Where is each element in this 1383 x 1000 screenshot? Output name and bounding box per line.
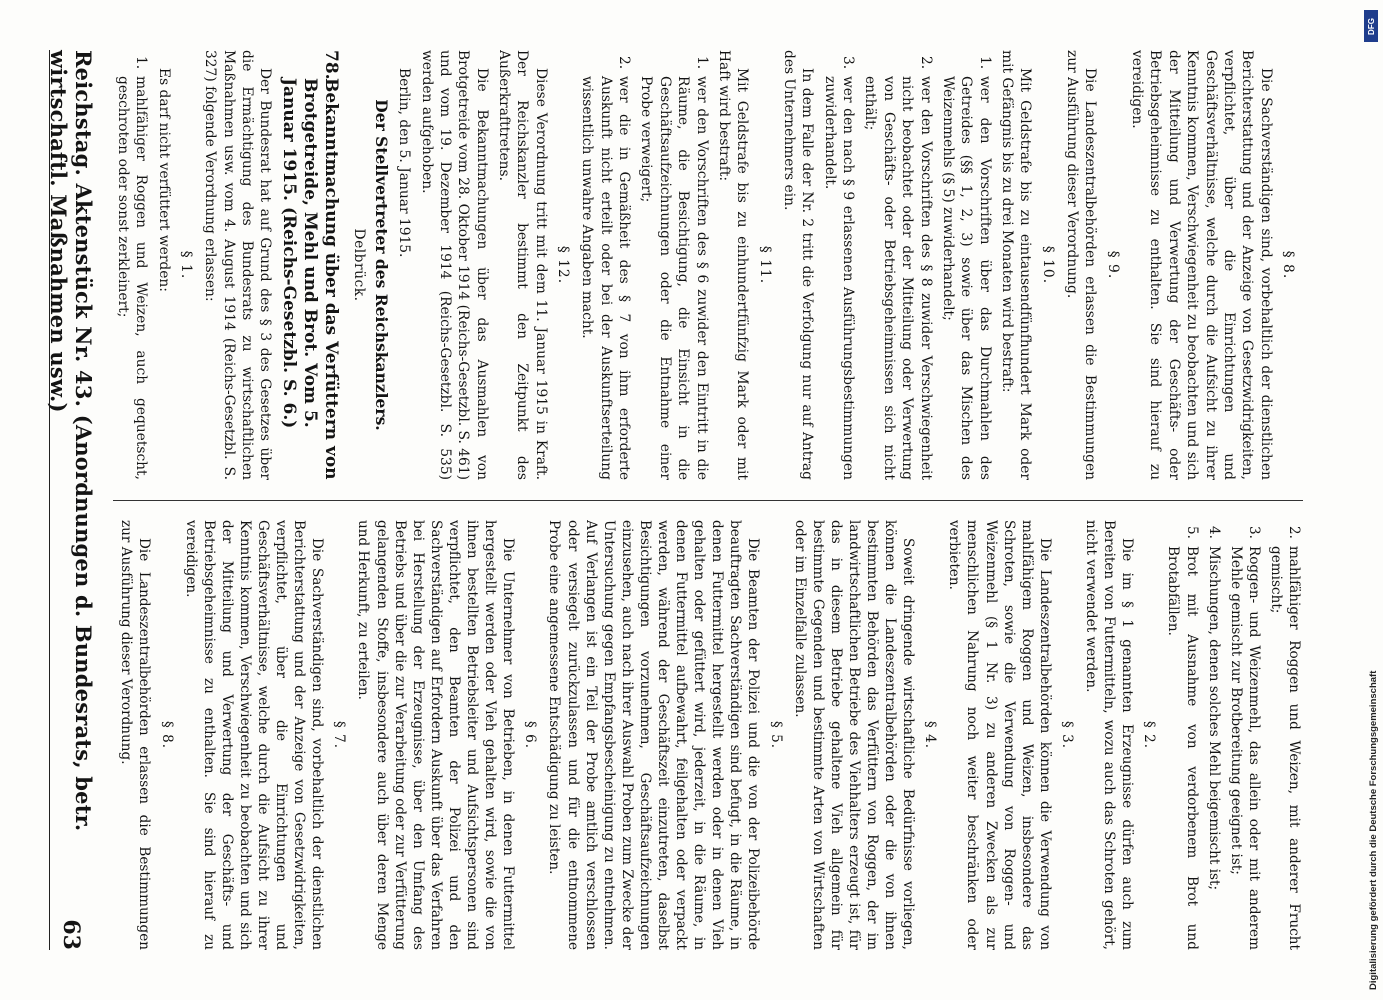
list-item-text: Mischungen, denen solches Mehl beigemischt ist; [1205,546,1222,891]
section-heading: § 5. [767,720,784,750]
list-item: 2. mahlfähiger Roggen und Weizen, mit anderer Frucht gemischt; [1267,526,1302,950]
section-heading: § 4. [922,720,939,750]
list-item: 4. Mischungen, denen solches Mehl beigemischt ist; [1205,526,1222,891]
signature-name: Delbrück. [350,228,367,302]
announcement-number: 78. [321,50,342,80]
place-date: Berlin, den 5. Januar 1915. [396,68,413,258]
announcement-title [278,50,341,480]
paragraph: Mit Geldstrafe bis zu einhundertfünfzig Mark oder mit Haft wird bestraft: [715,50,751,480]
section-heading: § 2. [1141,720,1158,750]
paragraph: Die Landeszentralbehörden können die Verwendung von mahlfähigem Roggen und Weizen, insbesondere das Schroten, sowie die Verwendung von Roggen- und Weizenmehl (§ 1 Nr. 3) zu anderen Zwecken als zur menschlichen Nahrung noch weiter beschränken oder verbieten. [946,520,1053,950]
list-item-text: wer die in Gemäßheit des § 7 von ihm erforderte Auskunft nicht erteilt oder bei der Auskunftserteilung wissentlich unwahre Angaben macht. [579,76,633,480]
list-item: 1. wer den Vorschriften über das Durchmahlen des Getreides (§§ 1, 2, 3) sowie über das Mischen des Weizenmehls (§ 5) zuwiderhandelt; [939,56,993,480]
paragraph: Die Landeszentralbehörden erlassen die Bestimmungen zur Ausführung dieser Verordnung. [1064,50,1099,480]
section-heading: § 11. [756,245,773,285]
list-item-text: mahlfähiger Roggen und Weizen, mit anderer Frucht gemischt; [1267,546,1302,950]
section-heading: § 3. [1058,720,1075,750]
digitization-note: Digitalisierung gefördert durch die Deutsche Forschungsgemeinschaft [1368,670,1379,990]
list-item-text: wer den Vorschriften des § 8 zuwider Verschwiegenheit nicht beobachtet oder der Mitteilung oder Verwertung von Geschäfts- oder Betriebsgeheimnissen sich nicht enthält; [862,76,934,480]
dfg-logo-icon [1364,10,1378,42]
list-item: 5. Brot mit Ausnahme von verdorbenem Brot und Brotabfällen. [1165,526,1200,950]
left-column [113,50,1303,480]
list-item-text: wer den Vorschriften des § 6 zuwider den Eintritt in die Räume, die Besichtigung, die Einsicht in die Geschäftsaufzeichnungen oder die Entnahme einer Probe verweigert; [638,76,710,480]
announcement-title-text: Bekanntmachung über das Verfüttern von Brotgetreide, Mehl und Brot. Vom 5. Januar 1915. (Reichs-Gesetzbl. S. 6.) [279,78,342,480]
list-item: 2. wer die in Gemäßheit des § 7 von ihm erforderte Auskunft nicht erteilt oder bei der Auskunftserteilung wissentlich unwahre Angaben macht. [579,56,633,480]
list-item: 3. Roggen- und Weizenmehl, das allein oder mit anderem Mehle gemischt zur Brotbereitung geeignet ist; [1227,526,1262,950]
signature-title: Der Stellvertreter des Reichskanzlers. [371,99,391,431]
paragraph: Es darf nicht verfüttert werden: [155,68,172,292]
column-divider [113,500,1303,501]
list-item-text: Brot mit Ausnahme von verdorbenem Brot und Brotabfällen. [1165,546,1200,950]
list-item: 3. wer den nach § 9 erlassenen Ausführungsbestimmungen zuwiderhandelt. [821,56,857,480]
paragraph: Diese Verordnung tritt mit dem 11. Januar 1915 in Kraft. Der Reichskanzler bestimmt den Zeitpunkt des Außerkrafttretens. [495,50,549,480]
paragraph: Die Bekanntmachungen über das Ausmahlen von Brotgetreide vom 28. Oktober 1914 (Reichs-Gesetzbl. S. 461) und vom 19. Dezember 1914 (Reichs-Gesetzbl. S. 535) werden aufgehoben. [418,50,490,480]
paragraph: In dem Falle der Nr. 2 tritt die Verfolgung nur auf Antrag des Unternehmers ein. [781,50,816,480]
paragraph: Die Sachverständigen sind, vorbehaltlich der dienstlichen Berichterstattung und der Anzeige von Gesetzwidrigkeiten, verpflichtet, über die Einrichtungen und Geschäftsverhältnisse, welche durch die Aufsicht zu ihrer Kenntnis kommen, Verschwiegenheit zu beobachten und sich der Mitteilung und Verwertung der Geschäfts- oder Betriebsgeheimnisse zu enthalten. Sie sind hierauf zu vereidigen. [1129,50,1274,480]
section-heading: § 7. [331,720,348,750]
list-item: 1. wer den Vorschriften des § 6 zuwider den Eintritt in die Räume, die Besichtigung, die Einsicht in die Geschäftsaufzeichnungen oder die Entnahme einer Probe verweigert; [638,56,710,480]
section-heading: § 9. [1104,250,1121,280]
dfg-logo-text: DFG [1366,17,1376,35]
section-heading: § 6. [522,720,539,750]
paragraph: Die Unternehmer von Betrieben, in denen Futtermittel hergestellt werden oder Vieh gehalten wird, sowie die von ihnen bestellten Betriebsleiter und Aufsichtspersonen sind verpflichtet, den Beamten der Polizei und den Sachverständigen auf Erfordern Auskunft über das Verfahren bei Herstellung der Erzeugnisse, über den Umfang des Betriebs und über die zur Verarbeitung oder zur Verfütterung gelangenden Stoffe, insbesondere auch über deren Menge und Herkunft, zu erteilen. [355,520,517,950]
paragraph: Die Landeszentralbehörden erlassen die Bestimmungen zur Ausführung dieser Verordnung. [118,520,153,950]
paragraph: Die Sachverständigen sind, vorbehaltlich der dienstlichen Berichterstattung und der Anzeige von Gesetzwidrigkeiten, verpflichtet, über die Einrichtungen und Geschäftsverhältnisse, welche durch die Aufsicht zu ihrer Kenntnis kommen, Verschwiegenheit zu beobachten und sich der Mitteilung und Verwertung der Geschäfts- und Betriebsgeheimnisse zu enthalten. Sie sind hierauf zu vereidigen. [182,520,326,950]
paragraph: Der Bundesrat hat auf Grund des § 3 des Gesetzes über die Ermächtigung des Bundesrats zu wirtschaftlichen Maßnahmen usw. vom 4. August 1914 (Reichs-Gesetzbl. S. 327) folgende Verordnung erlassen: [202,50,274,480]
list-item-text: mahlfähiger Roggen und Weizen, auch gequetscht, geschroten oder sonst zerkleinert; [114,76,150,480]
page-header [46,50,97,950]
section-heading: § 8. [1280,250,1296,280]
right-column [113,520,1303,950]
paragraph: Die im § 1 genannten Erzeugnisse dürfen auch zum Bereiten von Futtermitteln, wozu auch das Schroten gehört, nicht verwendet werden. [1083,520,1136,950]
running-head: Reichstag. Aktenstück Nr. 43. (Anordnungen d. Bundesrats, betr. wirtschaftl. Maßnahmen usw.) [46,50,97,832]
paragraph: Mit Geldstrafe bis zu eintausendfünfhundert Mark oder mit Gefängnis bis zu drei Monaten wird bestraft: [998,50,1034,480]
paragraph: Die Beamten der Polizei und die von der Polizeibehörde beauftragten Sachverständigen sind befugt, in die Räume, in denen Futtermittel hergestellt werden oder in denen Vieh gehalten oder gefüttert wird, jederzeit, in die Räume, in denen Futtermittel aufbewahrt, feilgehalten oder verpackt werden, während der Geschäftszeit einzutreten, daselbst Besichtigungen vorzunehmen, Geschäftsaufzeichnungen einzusehen, auch nach ihrer Auswahl Proben zum Zwecke der Untersuchung gegen Empfangsbescheinigung zu entnehmen. Auf Verlangen ist ein Teil der Probe amtlich verschlossen oder versiegelt zurückzulassen und für die entnommene Probe eine angemessene Entschädigung zu leisten. [546,520,762,950]
list-item: 2. wer den Vorschriften des § 8 zuwider Verschwiegenheit nicht beobachtet oder der Mitteilung oder Verwertung von Geschäfts- oder Betriebsgeheimnissen sich nicht enthält; [862,56,934,480]
paragraph: Soweit dringende wirtschaftliche Bedürfnisse vorliegen, können die Landeszentralbehörden oder die von ihnen bestimmten Behörden das Verfüttern von Roggen, der im landwirtschaftlichen Betriebe des Viehhalters erzeugt ist, für das in diesem Betriebe gehaltene Vieh allgemein für bestimmte Gegenden und bestimmte Arten von Wirtschaften oder im Einzelfalle zulassen. [791,520,917,950]
section-heading: § 8. [158,720,175,750]
page-number: 63 [58,919,85,950]
list-item-text: wer den Vorschriften über das Durchmahlen des Getreides (§§ 1, 2, 3) sowie über das Mischen des Weizenmehls (§ 5) zuwiderhandelt; [939,76,993,480]
list-item-text: Roggen- und Weizenmehl, das allein oder mit anderem Mehle gemischt zur Brotbereitung geeignet ist; [1227,546,1262,950]
list-item: 1. mahlfähiger Roggen und Weizen, auch gequetscht, geschroten oder sonst zerkleinert; [114,56,150,480]
section-heading: § 10. [1039,245,1056,285]
list-item-text: wer den nach § 9 erlassenen Ausführungsbestimmungen zuwiderhandelt. [821,76,857,480]
section-heading: § 12. [555,245,572,285]
section-heading: § 1. [178,250,195,280]
